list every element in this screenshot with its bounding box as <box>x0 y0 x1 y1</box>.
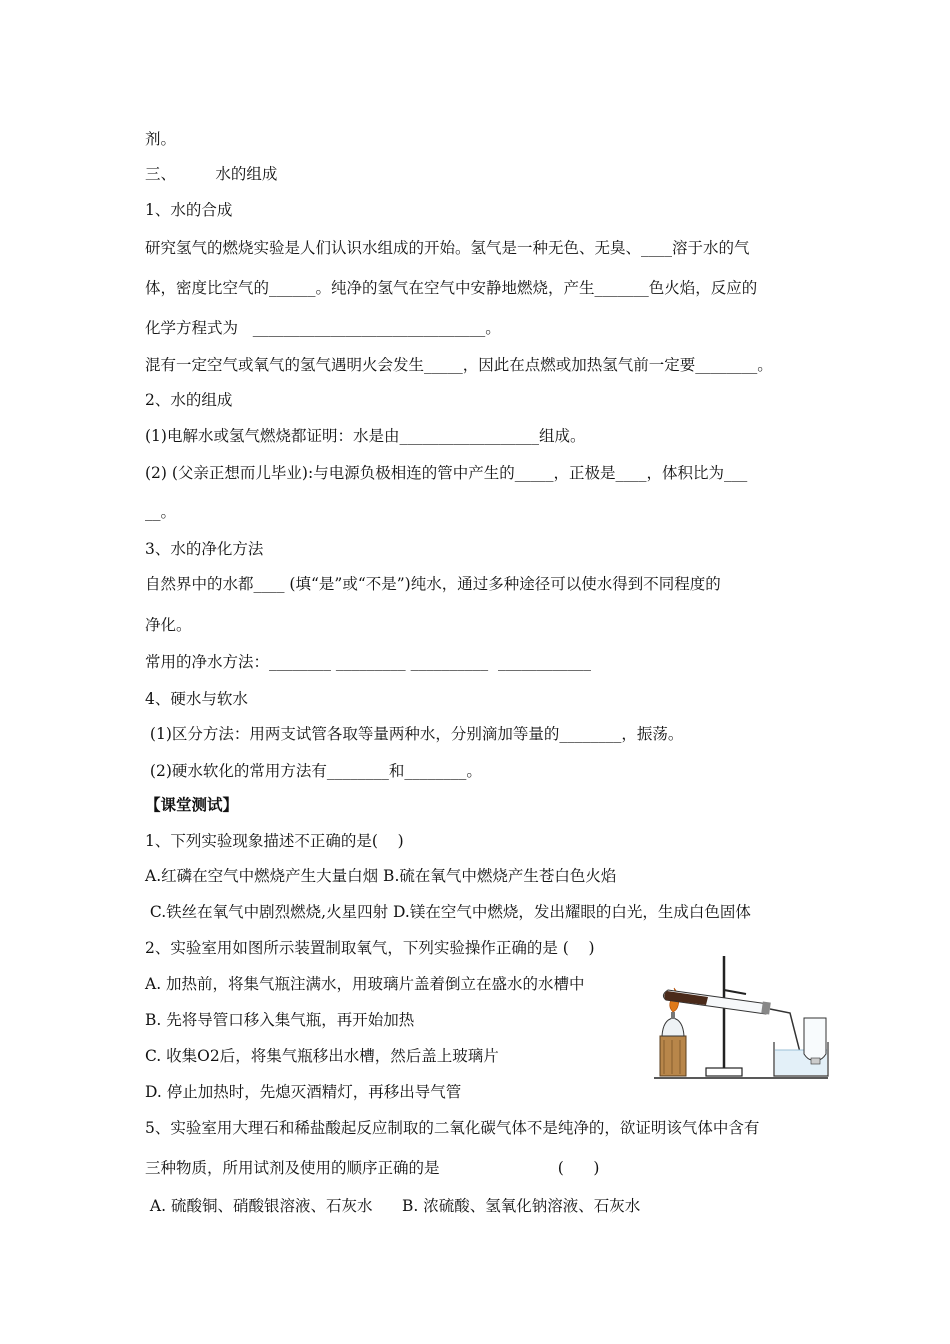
text-line: __。 <box>145 503 177 521</box>
question-2: 2、实验室用如图所示装置制取氧气，下列实验操作正确的是 ( ) <box>145 939 595 957</box>
text-line: 剂。 <box>145 130 177 148</box>
question-5: 5、实验室用大理石和稀盐酸起反应制取的二氧化碳气体不是纯净的，欲证明该气体中含有 <box>145 1119 760 1137</box>
section-heading: 三、 水的组成 <box>145 165 278 183</box>
text-line: 混有一定空气或氧气的氢气遇明火会发生_____，因此在点燃或加热氢气前一定要________。 <box>145 356 773 374</box>
oxygen-apparatus-diagram <box>650 950 830 1085</box>
question-2-option-b: B. 先将导管口移入集气瓶，再开始加热 <box>145 1011 415 1029</box>
text-line: (1)区分方法：用两支试管各取等量两种水，分别滴加等量的________，振荡。 <box>145 725 684 743</box>
text-line: 常用的净水方法：________ _________ __________ ____________ <box>145 653 591 671</box>
question-1-options: A.红磷在空气中燃烧产生大量白烟 B.硫在氧气中燃烧产生苍白色火焰 <box>145 867 617 885</box>
stopper <box>761 1002 771 1015</box>
text-line: 体，密度比空气的______。纯净的氢气在空气中安静地燃烧，产生_______色火焰，反应的 <box>145 279 758 297</box>
clamp <box>724 990 746 994</box>
question-2-option-a: A. 加热前，将集气瓶注满水，用玻璃片盖着倒立在盛水的水槽中 <box>145 975 585 993</box>
text-line: (2)硬水软化的常用方法有________和________。 <box>145 762 482 780</box>
text-line: 化学方程式为 ______________________________。 <box>145 319 501 337</box>
alcohol-lamp <box>662 1018 684 1036</box>
subsection-heading: 2、水的组成 <box>145 391 233 409</box>
stand-base <box>706 1068 742 1076</box>
subsection-heading: 1、水的合成 <box>145 201 233 219</box>
question-5-options: A. 硫酸铜、硝酸银溶液、石灰水 B. 浓硫酸、氢氧化钠溶液、石灰水 <box>145 1197 641 1215</box>
text-line: 自然界中的水都____ (填“是”或“不是”)纯水，通过多种途径可以使水得到不同程度的 <box>145 575 721 593</box>
question-1: 1、下列实验现象描述不正确的是( ) <box>145 832 404 850</box>
question-2-option-c: C. 收集O2后，将集气瓶移出水槽，然后盖上玻璃片 <box>145 1047 499 1065</box>
text-line: 净化。 <box>145 616 192 634</box>
text-line: 研究氢气的燃烧实验是人们认识水组成的开始。氢气是一种无色、无臭、____溶于水的气 <box>145 239 750 257</box>
lamp-wick <box>671 1012 675 1019</box>
subsection-heading: 4、硬水与软水 <box>145 690 248 708</box>
question-1-options: C.铁丝在氧气中剧烈燃烧,火星四射 D.镁在空气中燃烧，发出耀眼的白光，生成白色固体 <box>145 903 751 921</box>
subsection-heading: 3、水的净化方法 <box>145 540 264 558</box>
text-line: (1)电解水或氢气燃烧都证明：水是由__________________组成。 <box>145 427 586 445</box>
gas-collecting-bottle <box>804 1018 826 1060</box>
text-line: (2) (父亲正想而儿毕业):与电源负极相连的管中产生的_____，正极是____，体积比为___ <box>145 464 748 482</box>
question-2-option-d: D. 停止加热时，先熄灭酒精灯，再移出导气管 <box>145 1083 462 1101</box>
question-5: 三种物质，所用试剂及使用的顺序正确的是 ( ) <box>145 1159 600 1177</box>
section-heading: 【课堂测试】 <box>145 795 239 814</box>
